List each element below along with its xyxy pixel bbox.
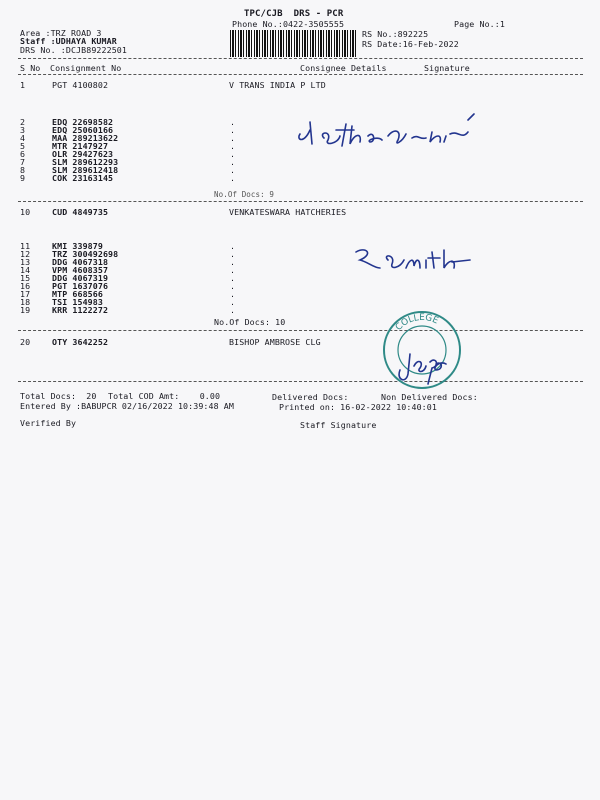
consignee-name: . xyxy=(230,249,236,259)
consignee-name: . xyxy=(230,117,236,127)
rs-date: RS Date:16-Feb-2022 xyxy=(362,39,459,49)
row-sno: 8 xyxy=(20,165,26,175)
consignment-no: CUD 4849735 xyxy=(52,207,109,217)
row-sno: 10 xyxy=(20,207,31,217)
total-docs: Total Docs: 20 xyxy=(20,391,97,401)
consignee-name: . xyxy=(230,273,236,283)
row-sno: 5 xyxy=(20,141,26,151)
consignment-no: EDQ 22698582 xyxy=(52,117,114,127)
docs-count: No.Of Docs: 10 xyxy=(214,317,286,327)
divider xyxy=(18,58,583,59)
consignee-name: . xyxy=(230,265,236,275)
row-sno: 16 xyxy=(20,281,31,291)
entered-by: Entered By :BABUPCR 02/16/2022 10:39:48 AM xyxy=(20,401,234,411)
consignee-name: . xyxy=(230,289,236,299)
consignment-no: TSI 154983 xyxy=(52,297,103,307)
college-stamp-icon xyxy=(378,308,468,394)
row-sno: 3 xyxy=(20,125,26,135)
verified-by: Verified By xyxy=(20,418,77,428)
phone-number: Phone No.:0422-3505555 xyxy=(232,19,345,29)
consignee-name: . xyxy=(230,125,236,135)
consignment-no: MAA 289213622 xyxy=(52,133,119,143)
consignment-no: PGT 1637076 xyxy=(52,281,109,291)
consignment-no: VPM 4608357 xyxy=(52,265,109,275)
consignee-name: . xyxy=(230,305,236,315)
consignee-name: . xyxy=(230,173,236,183)
row-sno: 1 xyxy=(20,80,26,90)
row-sno: 12 xyxy=(20,249,31,259)
consignment-no: OTY 3642252 xyxy=(52,337,109,347)
consignee-name: VENKATESWARA HATCHERIES xyxy=(229,207,347,217)
row-sno: 7 xyxy=(20,157,26,167)
divider xyxy=(18,381,583,382)
row-sno: 19 xyxy=(20,305,31,315)
stamp-text: COLLEGE xyxy=(393,312,440,333)
col-signature: Signature xyxy=(424,63,470,73)
consignment-no: EDQ 25060166 xyxy=(52,125,114,135)
consignee-name: . xyxy=(230,133,236,143)
row-sno: 11 xyxy=(20,241,31,251)
signature-2-icon xyxy=(348,238,478,278)
row-sno: 20 xyxy=(20,337,31,347)
consignee-name: . xyxy=(230,241,236,251)
consignment-no: SLM 289612293 xyxy=(52,157,119,167)
consignment-no: DDG 4067319 xyxy=(52,273,109,283)
consignee-name: . xyxy=(230,157,236,167)
consignment-no: COK 23163145 xyxy=(52,173,114,183)
report-title: TPC/CJB DRS - PCR xyxy=(244,9,344,19)
drs-number: DRS No. :DCJB89222501 xyxy=(20,45,127,55)
row-sno: 15 xyxy=(20,273,31,283)
row-sno: 18 xyxy=(20,297,31,307)
consignment-no: PGT 4100802 xyxy=(52,80,109,90)
consignment-no: KMI 339879 xyxy=(52,241,103,251)
consignment-no: SLM 289612418 xyxy=(52,165,119,175)
consignee-name: . xyxy=(230,281,236,291)
row-sno: 17 xyxy=(20,289,31,299)
row-sno: 2 xyxy=(20,117,26,127)
consignee-name: . xyxy=(230,149,236,159)
consignment-no: MTP 668566 xyxy=(52,289,103,299)
consignee-name: . xyxy=(230,297,236,307)
consignee-name: V TRANS INDIA P LTD xyxy=(229,80,326,90)
consignment-no: MTR 2147927 xyxy=(52,141,109,151)
docs-count: No.Of Docs: 9 xyxy=(214,190,274,199)
page-number: Page No.:1 xyxy=(454,19,505,29)
consignee-name: . xyxy=(230,257,236,267)
row-sno: 9 xyxy=(20,173,26,183)
col-consignee: Consignee Details xyxy=(300,63,387,73)
non-delivered-docs: Non Delivered Docs: xyxy=(381,392,478,402)
consignment-no: KRR 1122272 xyxy=(52,305,109,315)
signature-1-icon xyxy=(290,110,480,155)
row-sno: 14 xyxy=(20,265,31,275)
consignment-no: DDG 4067318 xyxy=(52,257,109,267)
col-consignment: Consignment No xyxy=(50,63,122,73)
delivered-docs: Delivered Docs: xyxy=(272,392,349,402)
staff-signature-label: Staff Signature xyxy=(300,420,377,430)
col-sno: S No xyxy=(20,63,41,73)
divider xyxy=(18,74,583,75)
row-sno: 13 xyxy=(20,257,31,267)
total-cod-amount: Total COD Amt: 0.00 xyxy=(108,391,221,401)
consignment-no: TRZ 300492698 xyxy=(52,249,119,259)
row-sno: 6 xyxy=(20,149,26,159)
consignment-no: OLR 29427623 xyxy=(52,149,114,159)
row-sno: 4 xyxy=(20,133,26,143)
consignee-name: BISHOP AMBROSE CLG xyxy=(229,337,321,347)
area-label: Area :TRZ ROAD 3 xyxy=(20,28,102,38)
consignee-name: . xyxy=(230,165,236,175)
staff-label: Staff :UDHAYA KUMAR xyxy=(20,36,117,46)
barcode xyxy=(230,30,356,57)
consignee-name: . xyxy=(230,141,236,151)
rs-number: RS No.:892225 xyxy=(362,29,429,39)
divider xyxy=(18,201,583,202)
divider xyxy=(18,330,583,331)
printed-on: Printed on: 16-02-2022 10:40:01 xyxy=(279,402,437,412)
